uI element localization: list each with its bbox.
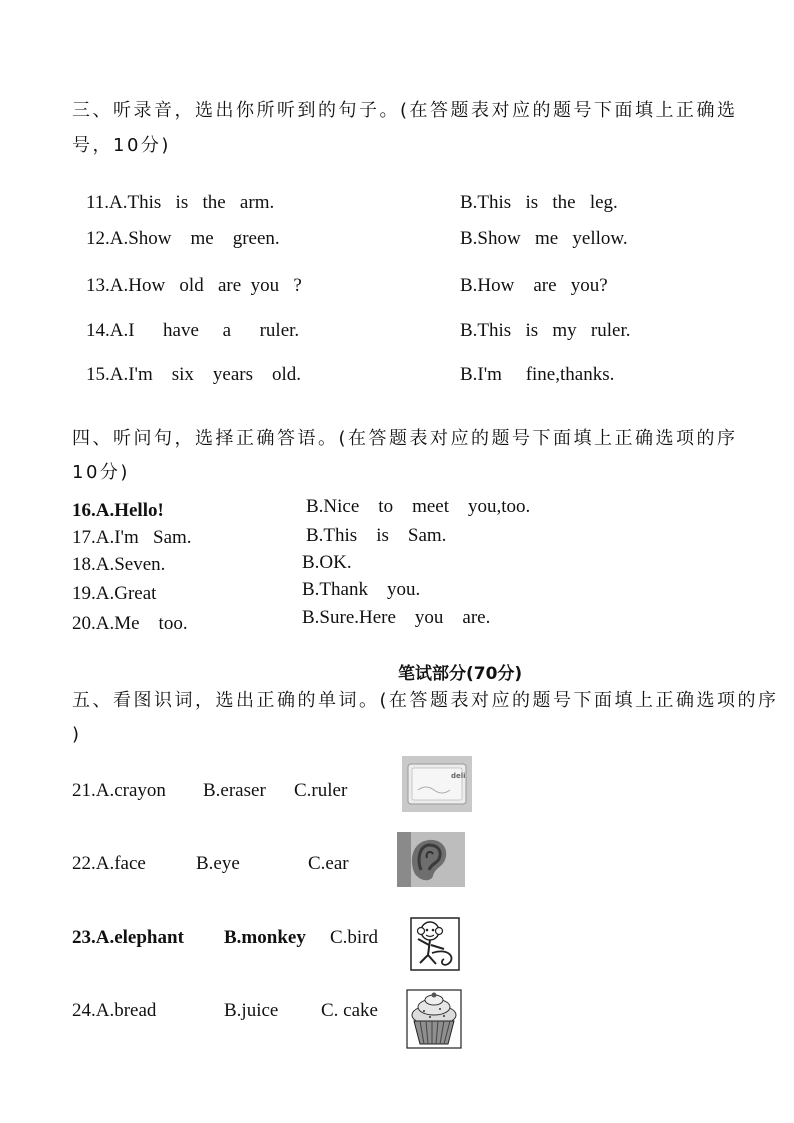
q20-option-b: B.Sure.Here you are.	[302, 607, 491, 628]
q19-option-a: 19.A.Great	[72, 583, 157, 604]
ear-picture	[397, 832, 465, 887]
q16-option-a: 16.A.Hello!	[72, 500, 164, 521]
q12-option-a: 12.A.Show me green.	[86, 228, 280, 249]
q14-option-b: B.This is my ruler.	[460, 320, 631, 341]
section-3-heading: 三、听录音，选出你所听到的句子。(在答题表对应的题号下面填上正确选	[72, 100, 738, 121]
section-4-heading: 四、听问句，选择正确答语。(在答题表对应的题号下面填上正确选项的序	[72, 428, 738, 449]
q21-option-a: 21.A.crayon	[72, 780, 166, 801]
q19-option-b: B.Thank you.	[302, 579, 421, 600]
q13-option-b: B.How are you?	[460, 275, 608, 296]
q16-option-b: B.Nice to meet you,too.	[306, 496, 531, 517]
q14-option-a: 14.A.I have a ruler.	[86, 320, 300, 341]
section-4-heading-cont: 10分)	[72, 462, 130, 483]
q23-option-c: C.bird	[330, 927, 379, 948]
q24-option-b: B.juice	[224, 1000, 279, 1021]
q21-option-b: B.eraser	[203, 780, 266, 801]
eraser-brand-mark: deli	[451, 772, 466, 780]
q22-option-b: B.eye	[196, 853, 240, 874]
q21-option-c: C.ruler	[294, 780, 348, 801]
q17-option-a: 17.A.I'm Sam.	[72, 527, 192, 548]
monkey-picture	[410, 917, 460, 971]
q12-option-b: B.Show me yellow.	[460, 228, 628, 249]
q17-option-b: B.This is Sam.	[306, 525, 447, 546]
q18-option-b: B.OK.	[302, 552, 352, 573]
q24-option-a: 24.A.bread	[72, 1000, 157, 1021]
q23-option-a: 23.A.elephant	[72, 927, 184, 948]
q24-option-c: C. cake	[321, 1000, 378, 1021]
q11-option-a: 11.A.This is the arm.	[86, 192, 275, 213]
section-5-heading: 五、看图识词，选出正确的单词。(在答题表对应的题号下面填上正确选项的序	[72, 690, 779, 711]
q15-option-b: B.I'm fine,thanks.	[460, 364, 615, 385]
q13-option-a: 13.A.How old are you ?	[86, 275, 302, 296]
eraser-picture	[402, 756, 472, 812]
written-part-title: 笔试部分(70分)	[398, 664, 523, 684]
section-3-heading-cont: 号，10分)	[72, 135, 171, 156]
q11-option-b: B.This is the leg.	[460, 192, 618, 213]
q22-option-c: C.ear	[308, 853, 349, 874]
cupcake-picture	[406, 989, 462, 1049]
q22-option-a: 22.A.face	[72, 853, 146, 874]
q15-option-a: 15.A.I'm six years old.	[86, 364, 302, 385]
q23-option-b: B.monkey	[224, 927, 306, 948]
q18-option-a: 18.A.Seven.	[72, 554, 166, 575]
section-5-heading-cont: )	[72, 724, 82, 745]
q20-option-a: 20.A.Me too.	[72, 613, 188, 634]
